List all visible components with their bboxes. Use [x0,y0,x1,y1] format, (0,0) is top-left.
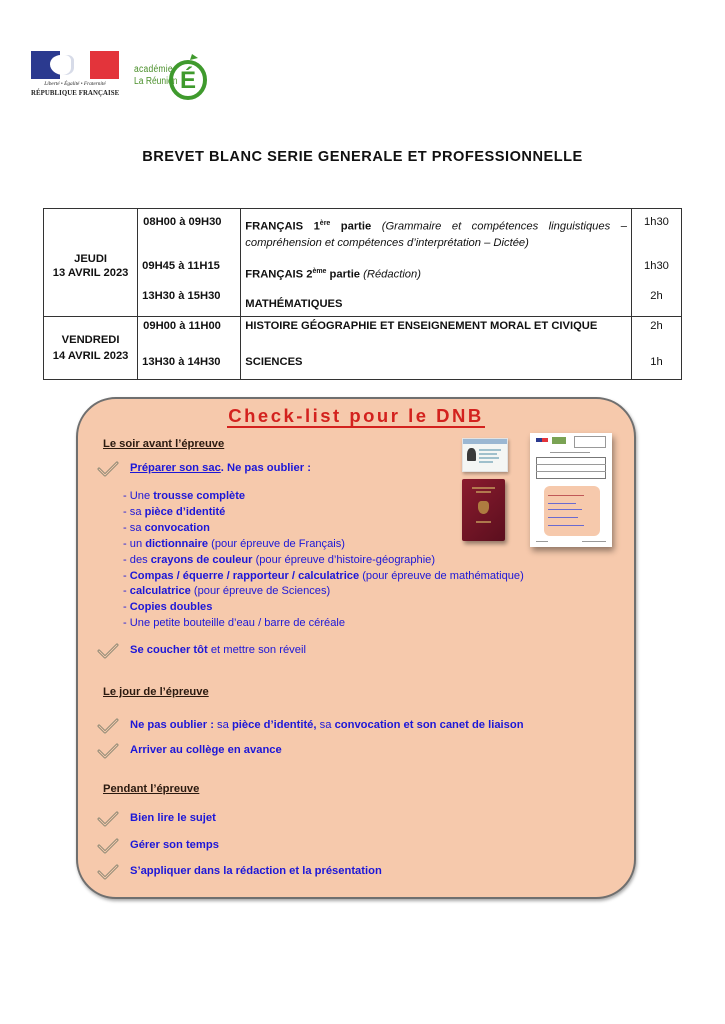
section-heading-evening: Le soir avant l’épreuve [103,438,225,450]
subject-cell [241,317,632,380]
exam-duration: 2h [650,290,663,302]
check-icon [97,461,119,477]
republic-name: RÉPUBLIQUE FRANÇAISE [31,90,120,97]
list-item: - sa pièce d’identité [123,505,226,518]
check-icon [97,643,119,659]
exam-subject: SCIENCES [245,356,303,368]
academy-line-1: académie [134,64,173,75]
day-date: 13 AVRIL 2023 [52,266,129,279]
check-icon [97,718,119,734]
marianne-flag-icon [31,51,119,79]
day-date: 14 AVRIL 2023 [52,350,129,362]
exam-time: 09H00 à 11H00 [143,320,221,332]
academy-e-letter: É [179,67,197,94]
republique-francaise-logo [31,51,119,101]
list-item: - Une trousse complète [123,490,246,502]
list-item: - calculatrice (pour épreuve de Sciences) [123,585,331,598]
list-item: - des crayons de couleur (pour épreuve d’histoire-géographie) [123,553,436,566]
id-card-icon [462,438,508,472]
exam-subject: FRANÇAIS 2ème partie (Rédaction) [245,267,421,281]
checklist-panel [76,397,636,899]
list-item: - Une petite bouteille d’eau / barre de céréale [123,617,346,630]
checklist-item-read-subject: Bien lire le sujet [130,812,216,824]
duration-cell [631,209,681,317]
document-thumbnail-icon [530,433,612,547]
day-name: JEUDI [74,252,108,265]
check-icon [97,838,119,854]
list-item: - Copies doubles [123,601,213,614]
subject-cell [241,209,632,317]
academy-e-emblem-icon [166,52,208,100]
exam-time: 13H30 à 14H30 [142,356,221,368]
exam-duration: 1h30 [644,260,669,272]
checklist-title: Check-list pour le DNB [228,405,484,426]
checklist-item-sleep-early: Se coucher tôt et mettre son réveil [130,644,306,656]
section-heading-exam-day: Le jour de l’épreuve [103,686,209,698]
passport-icon [462,479,505,541]
check-icon [97,811,119,827]
time-cell [138,317,241,380]
checklist-item-dont-forget: Ne pas oublier : sa pièce d’identité, sa convocation et son canet de liaison [130,719,524,731]
exam-schedule-table [43,208,682,380]
exam-duration: 1h30 [644,216,669,228]
checklist-item-arrive-early: Arriver au collège en avance [130,744,282,756]
exam-subject: MATHÉMATIQUES [245,298,343,311]
day-cell [44,209,138,317]
checklist-item-manage-time: Gérer son temps [130,839,219,851]
academie-reunion-logo [130,47,214,105]
time-cell [138,209,241,317]
check-icon [97,743,119,759]
list-item: - un dictionnaire (pour épreuve de Français) [123,537,345,550]
republic-motto: Liberté • Égalité • Fraternité [44,81,106,87]
exam-subject: HISTOIRE GÉOGRAPHIE ET ENSEIGNEMENT MORAL ET CIVIQUE [245,320,598,332]
checklist-item-apply-yourself: S’appliquer dans la rédaction et la présentation [130,865,382,877]
academy-line-2: La Réunion [134,76,178,87]
page-title: BREVET BLANC SERIE GENERALE ET PROFESSIONNELLE [142,149,583,165]
table-row [44,317,682,380]
exam-duration: 2h [650,320,663,332]
exam-detail: (Grammaire et compétences linguistiques – compréhension et compétences d’interprétation – Dictée) [245,220,627,249]
check-icon [97,864,119,880]
exam-time: 13H30 à 15H30 [142,290,221,302]
day-cell [44,317,138,380]
list-item: - sa convocation [123,521,210,534]
table-row [44,209,682,317]
exam-time: 09H45 à 11H15 [142,260,220,272]
exam-duration: 1h [650,356,663,368]
exam-subject: FRANÇAIS 1ère partie (Grammaire et compétences linguistiques – compréhension et compétences d’interprétation – Dictée) [245,220,627,249]
section-heading-during-exam: Pendant l’épreuve [103,783,200,795]
exam-detail: (Rédaction) [363,268,421,281]
duration-cell [631,317,681,380]
checklist-item-prepare-bag: Préparer son sac. Ne pas oublier : [130,462,311,474]
exam-time: 08H00 à 09H30 [143,216,222,228]
list-item: - Compas / équerre / rapporteur / calculatrice (pour épreuve de mathématique) [123,569,524,582]
day-name: VENDREDI [61,334,120,346]
